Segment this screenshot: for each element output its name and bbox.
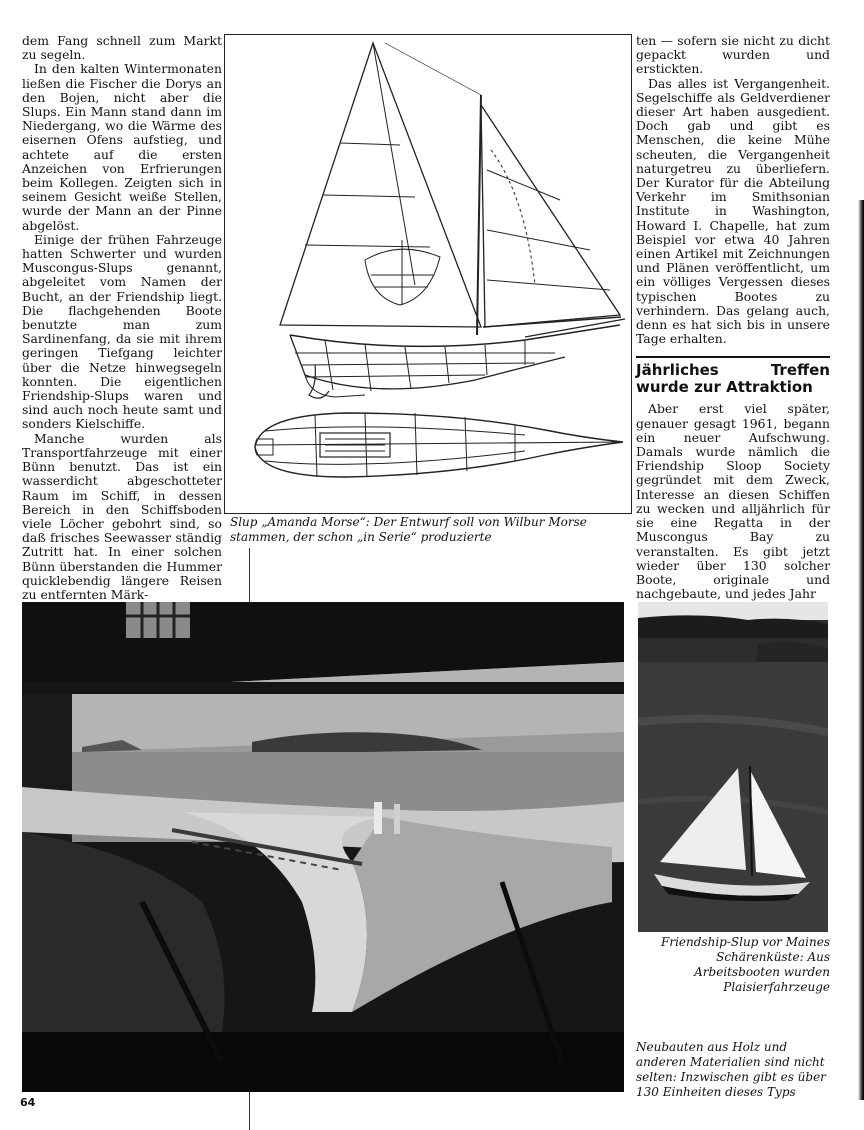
left-paragraph-1: dem Fang schnell zum Markt zu segeln. [22,33,222,63]
left-paragraph-3: Einige der frühen Fahrzeuge hatten Schwerter und wurden Muscongus-Slups genannt, abgeleitet vom Namen der Bucht, an der Friendship liegt. Die flachgehenden Boote benutzte man zum Sardinenfang, da sie mit ihrem geringen Tiefgang leichter über die Netze hinwegsegeln konnten. Die eigentlichen Friendship-Slups waren und sind auch noch heute samt und sonders Kielschiffe. [22,231,222,432]
sloop-plan-drawing [224,34,632,514]
right-paragraph-1: ten — sofern sie nicht zu dicht gepackt wurden und erstickten. [636,33,830,77]
right-paragraph-2: Das alles ist Vergangenheit. Segelschiffe als Geldverdiener dieser Art haben ausgedient. Doch gab und gibt es Menschen, die keine Mühe scheuten, die Vergangenheit naturgetreu zu überliefern. Der Kurator für die Abteilung Verkehr im Smithsonian Institute in Washington, Howard I. Chapelle, hat zum Beispiel vor etwa 40 Jahren einen Artikel mit Zeichnungen und Plänen veröffentlicht, um ein völliges Vergessen dieses typischen Bootes zu verhindern. Das gelang auch, denn es hat sich bis in unsere Tage erhalten. [636,75,830,347]
main-photo-caption: Neubauten aus Holz und anderen Materialien sind nicht selten: Inzwischen gibt es über 130 Einheiten dieses Typs [636,1040,826,1099]
page-number: 64 [20,1096,36,1109]
left-paragraph-2: In den kalten Wintermonaten ließen die Fischer die Dorys an den Bojen, nicht aber die Slups. Ein Mann stand dann im Niedergang, wo die Wärme des eisernen Ofens aufstieg, und achtete auf die ersten Anzeichen von Erfrierungen beim Kollegen. Zeigten sich in seinem Gesicht weiße Stellen, wurde der Mann an der Pinne abgelöst. [22,61,222,233]
drawing-caption: Slup „Amanda Morse“: Der Entwurf soll von Wilbur Morse stammen, der schon „in Serie“ produzierte [230,515,587,544]
scan-edge-shadow [858,200,864,1100]
section-subheading: Jährliches Treffen wurde zur Attraktion [636,356,830,396]
left-paragraph-4: Manche wurden als Transportfahrzeuge mit einer Bünn benutzt. Das ist ein wasserdicht abgeschotteter Raum im Schiff, in dessen Bereich in den Schiffsboden viele Löcher gebohrt sind, so daß frisches Seewasser ständig Zutritt hat. In einer solchen Bünn überstanden die Hummer quicklebendig längere Reisen zu entfernten Märk- [22,430,222,602]
left-text-column [22,34,222,602]
side-photo-caption: Friendship-Slup vor Maines Schärenküste: Aus Arbeitsbooten wurden Plaisierfahrzeuge [661,935,830,994]
right-paragraph-3: Aber erst viel später, genauer gesagt 1961, begann ein neuer Aufschwung. Damals wurde nämlich die Friendship Sloop Society gegründet mit dem Zweck, Interesse an diesen Schiffen zu wecken und alljährlich für sie eine Regatta in der Muscongus Bay zu veranstalten. Es gibt jetzt wieder über 130 solcher Boote, originale und nachgebaute, und jedes Jahr [636,401,830,602]
right-text-column [636,34,830,601]
boat-shed-illustration [22,602,624,1092]
sailing-sloop-illustration [638,602,828,932]
boat-shed-photo [22,602,624,1092]
sloop-line-drawing [225,35,633,515]
sailing-sloop-photo [638,602,828,932]
